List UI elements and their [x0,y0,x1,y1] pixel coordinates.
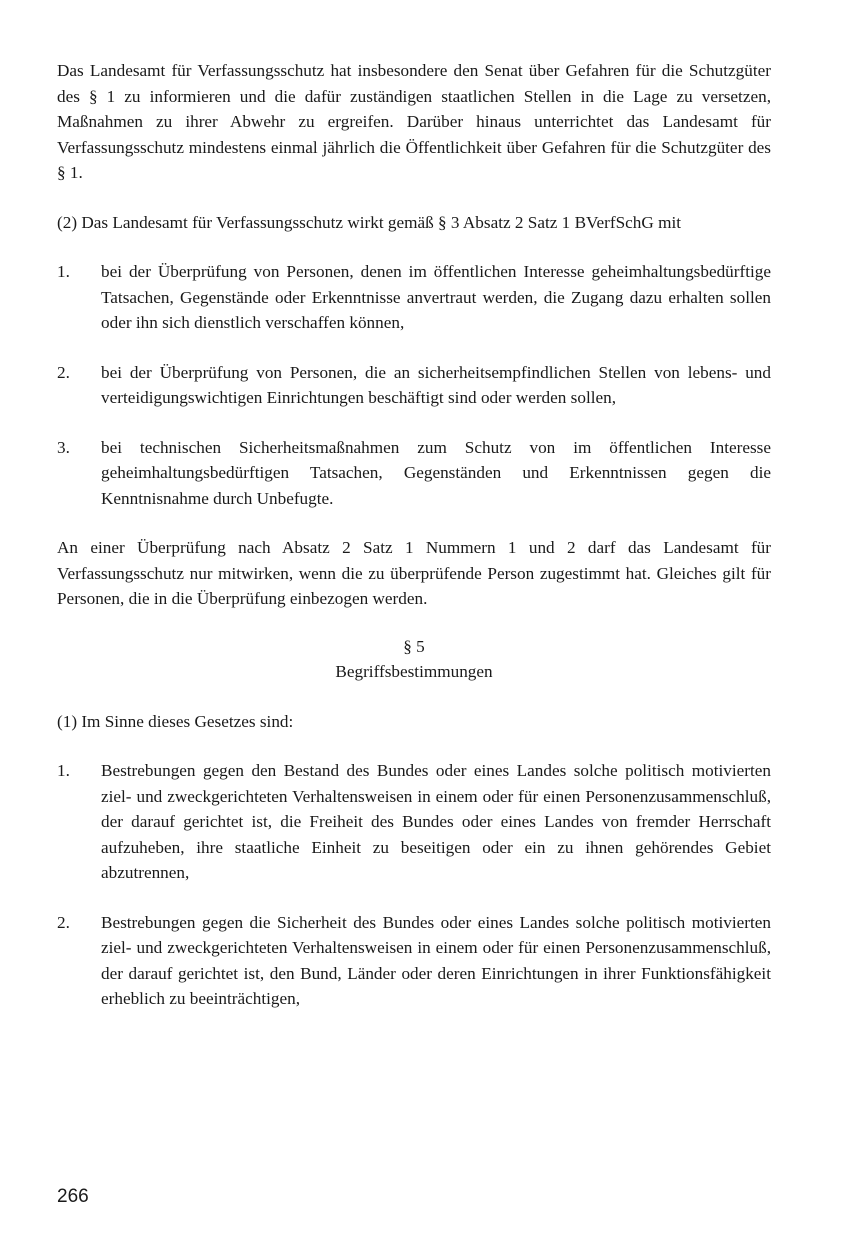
document-page [57,58,771,1012]
list-item [57,758,771,886]
list-item [57,360,771,411]
section-number: § 5 [403,636,425,656]
list-item-text: Bestrebungen gegen die Sicherheit des Bundes oder eines Landes solche politisch motivierten ziel- und zweckgerichteten Verhaltensweisen in einem oder für einen Personenzusammenschluß, der darauf gerichtet ist, den Bund, Länder oder deren Einrichtungen in ihrer Funktionsfähigkeit erheblich zu beeinträchtigen, [101,912,771,1008]
page-number: 266 [57,1186,89,1207]
list-item-text: bei der Überprüfung von Personen, denen im öffentlichen Interesse geheimhaltungsbedürftige Tatsachen, Gegenstände oder Erkenntnisse anvertraut werden, die Zugang dazu erhalten sollen oder ihn sich dienstlich verschaffen können, [101,262,771,332]
intro-paragraph: Das Landesamt für Verfassungsschutz hat insbesondere den Senat über Gefahren für die Schutzgüter des § 1 zu informieren und die dafür zuständigen staatlichen Stellen in die Lage zu versetzen, Maßnahmen zu ihrer Abwehr zu ergreifen. Darüber hinaus unterrichtet das Landesamt für Verfassungsschutz mindestens einmal jährlich die Öffentlichkeit über Gefahren für die Schutzgüter des § 1. [57,61,771,182]
section-5-lead: (1) Im Sinne dieses Gesetzes sind: [57,711,294,731]
list-item-text: bei der Überprüfung von Personen, die an sicherheitsempfindlichen Stellen von lebens- und verteidigungswichtigen Einrichtungen beschäftigt sind oder werden sollen, [101,362,771,407]
absatz-2-lead: (2) Das Landesamt für Verfassungsschutz wirkt gemäß § 3 Absatz 2 Satz 1 BVerfSchG mit [57,212,682,232]
list-item-number: 2. [57,362,70,382]
list-item-text: bei technischen Sicherheitsmaßnahmen zum Schutz von im öffentlichen Interesse geheimhaltungsbedürftigen Tatsachen, Gegenständen und Erkenntnissen gegen die Kenntnisnahme durch Unbefugte. [101,437,771,508]
list-item-number: 3. [57,437,70,457]
list-item-number: 2. [57,912,70,932]
list-item-text: Bestrebungen gegen den Bestand des Bundes oder eines Landes solche politisch motivierten ziel- und zweckgerichteten Verhaltensweisen in einem oder für einen Personenzusammenschluß, der darauf gerichtet ist, die Freiheit des Bundes oder eines Landes von fremder Herrschaft aufzuheben, ihre staatliche Einheit zu beseitigen oder ein zu ihnen gehörendes Gebiet abzutrennen, [101,761,771,882]
absatz-2-closing: An einer Überprüfung nach Absatz 2 Satz 1 Nummern 1 und 2 darf das Landesamt für Verfassungsschutz nur mitwirken, wenn die zu überprüfende Person zugestimmt hat. Gleiches gilt für Personen, die in die Überprüfung einbezogen werden. [57,538,771,608]
absatz-2-list [57,259,771,511]
list-item [57,259,771,336]
list-item-number: 1. [57,761,70,780]
list-item [57,910,771,1012]
section-5-list [57,758,771,1012]
section-title: Begriffsbestimmungen [335,662,493,681]
list-item [57,435,771,512]
list-item-number: 1. [57,262,70,281]
